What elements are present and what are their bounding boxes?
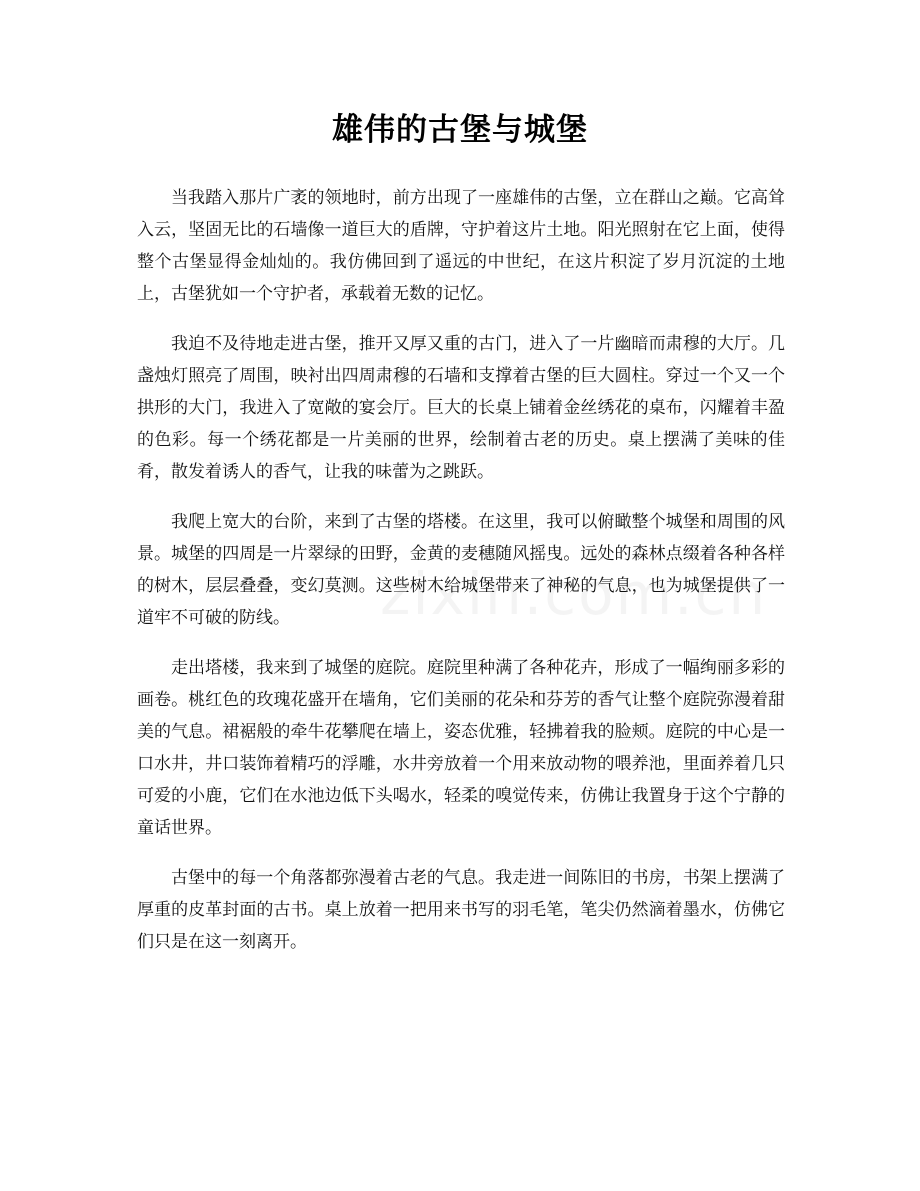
document-body	[137, 182, 785, 976]
paragraph-1: 当我踏入那片广袤的领地时，前方出现了一座雄伟的古堡，立在群山之巅。它高耸入云，坚固无比的石墙像一道巨大的盾牌，守护着这片土地。阳光照射在它上面，使得整个古堡显得金灿灿的。我仿佛回到了遥远的中世纪，在这片积淀了岁月沉淀的土地上，古堡犹如一个守护者，承载着无数的记忆。	[137, 188, 785, 304]
paragraph-4: 走出塔楼，我来到了城堡的庭院。庭院里种满了各种花卉，形成了一幅绚丽多彩的画卷。桃红色的玫瑰花盛开在墙角，它们美丽的花朵和芬芳的香气让整个庭院弥漫着甜美的气息。裙裾般的牵牛花攀爬在墙上，姿态优雅，轻拂着我的脸颊。庭院的中心是一口水井，井口装饰着精巧的浮雕，水井旁放着一个用来放动物的喂养池，里面养着几只可爱的小鹿，它们在水池边低下头喝水，轻柔的嗅觉传来，仿佛让我置身于这个宁静的童话世界。	[137, 658, 785, 838]
document-title: 雄伟的古堡与城堡	[332, 112, 588, 148]
paragraph-2: 我迫不及待地走进古堡，推开又厚又重的古门，进入了一片幽暗而肃穆的大厅。几盏烛灯照亮了周围，映衬出四周肃穆的石墙和支撑着古堡的巨大圆柱。穿过一个又一个拱形的大门，我进入了宽敞的宴会厅。巨大的长桌上铺着金丝绣花的桌布，闪耀着丰盈的色彩。每一个绣花都是一片美丽的世界，绘制着古老的历史。桌上摆满了美味的佳肴，散发着诱人的香气，让我的味蕾为之跳跃。	[137, 334, 785, 482]
paragraph-3: 我爬上宽大的台阶，来到了古堡的塔楼。在这里，我可以俯瞰整个城堡和周围的风景。城堡的四周是一片翠绿的田野，金黄的麦穗随风摇曳。远处的森林点缀着各种各样的树木，层层叠叠，变幻莫测。这些树木给城堡带来了神秘的气息，也为城堡提供了一道牢不可破的防线。	[137, 512, 785, 628]
paragraph-5: 古堡中的每一个角落都弥漫着古老的气息。我走进一间陈旧的书房，书架上摆满了厚重的皮革封面的古书。桌上放着一把用来书写的羽毛笔，笔尖仍然滴着墨水，仿佛它们只是在这一刻离开。	[137, 868, 785, 952]
